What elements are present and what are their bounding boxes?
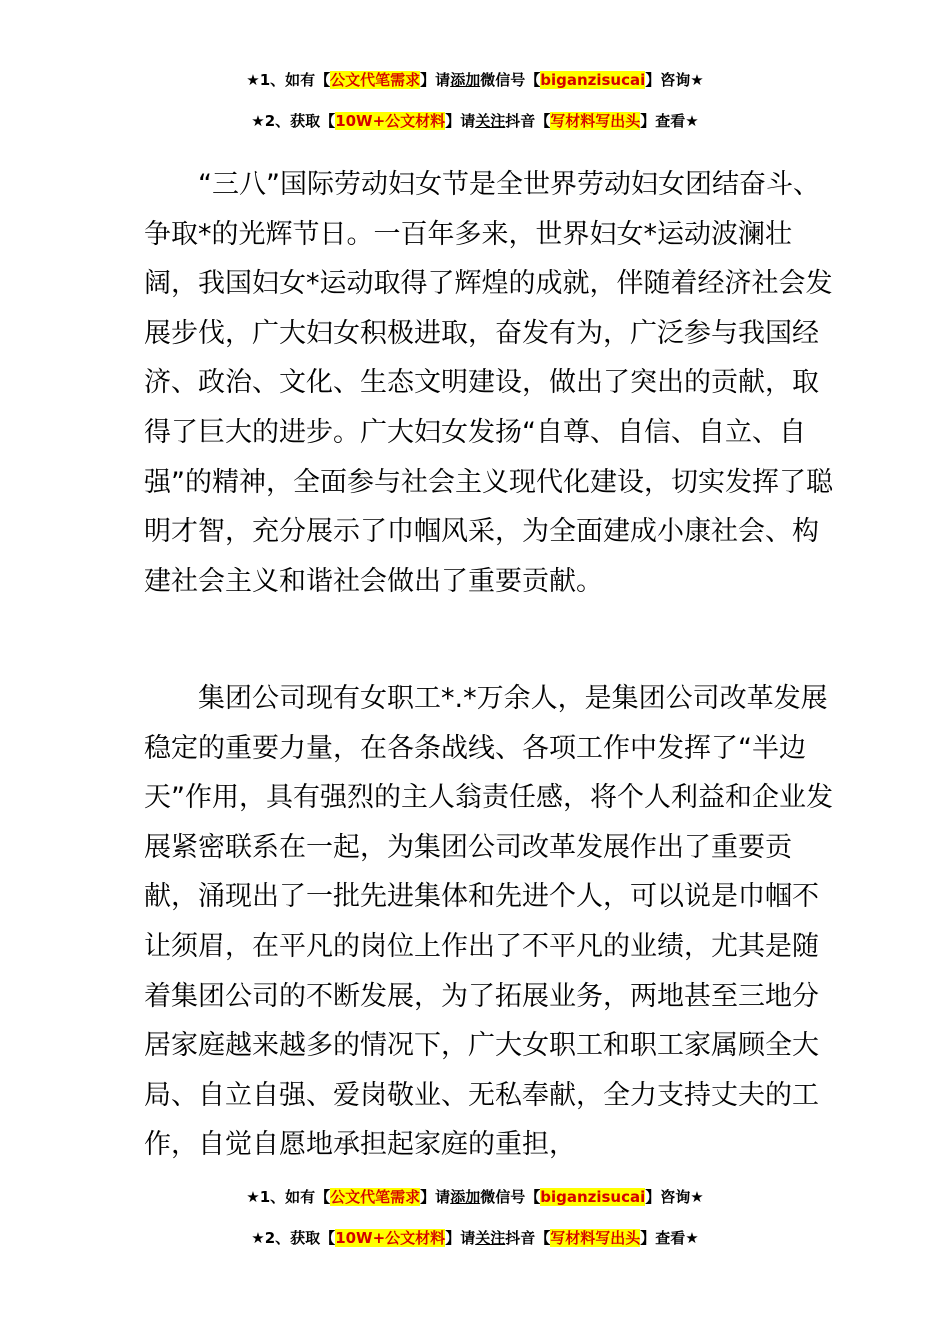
highlight-douyin-account: 写材料写出头 [550, 1229, 641, 1247]
banner-prefix: ★1、如有【 [246, 1188, 331, 1206]
banner-text: 】请 [420, 1188, 451, 1206]
highlight-materials: 10W+公文材料 [335, 112, 446, 130]
banner-text: 】请 [420, 71, 451, 89]
banner-text: 】请 [445, 112, 476, 130]
banner-text: 抖音【 [505, 1229, 551, 1247]
banner-prefix: ★2、获取【 [251, 112, 336, 130]
banner-suffix: 】查看★ [640, 1229, 699, 1247]
banner-prefix: ★2、获取【 [251, 1229, 336, 1247]
banner-text: 微信号【 [480, 71, 541, 89]
underlined-action: 添加 [450, 71, 481, 89]
banner-prefix: ★1、如有【 [246, 71, 331, 89]
highlight-wechat-id: biganzisucai [540, 1188, 646, 1206]
header-banner-line-2 [0, 111, 950, 131]
highlight-materials: 10W+公文材料 [335, 1229, 446, 1247]
banner-suffix: 】查看★ [640, 112, 699, 130]
paragraph-womens-day: “三八”国际劳动妇女节是全世界劳动妇女团结奋斗、争取*的光辉节日。一百年多来，世界妇女*运动波澜壮阔，我国妇女*运动取得了辉煌的成就，伴随着经济社会发展步伐，广大妇女积极进取，奋发有为，广泛参与我国经济、政治、文化、生态文明建设，做出了突出的贡献，取得了巨大的进步。广大妇女发扬“自尊、自信、自立、自强”的精神，全面参与社会主义现代化建设，切实发挥了聪明才智，充分展示了巾帼风采，为全面建成小康社会、构建社会主义和谐社会做出了重要贡献。 [144, 169, 833, 597]
highlight-wechat-id: biganzisucai [540, 71, 646, 89]
banner-text: 微信号【 [480, 1188, 541, 1206]
banner-text: 抖音【 [505, 112, 551, 130]
header-banner-line-1 [0, 70, 950, 90]
underlined-action: 添加 [450, 1188, 481, 1206]
paragraph-female-employees: 集团公司现有女职工*.*万余人，是集团公司改革发展稳定的重要力量，在各条战线、各项工作中发挥了“半边天”作用，具有强烈的主人翁责任感，将个人利益和企业发展紧密联系在一起，为集团公司改革发展作出了重要贡献，涌现出了一批先进集体和先进个人，可以说是巾帼不让须眉，在平凡的岗位上作出了不平凡的业绩，尤其是随着集团公司的不断发展，为了拓展业务，两地甚至三地分居家庭越来越多的情况下，广大女职工和职工家属顾全大局、自立自强、爱岗敬业、无私奉献，全力支持丈夫的工作，自觉自愿地承担起家庭的重担， [144, 683, 833, 1161]
footer-banner-line-2 [0, 1228, 950, 1248]
banner-text: 】请 [445, 1229, 476, 1247]
footer-banner-line-1 [0, 1187, 950, 1207]
highlight-service: 公文代笔需求 [330, 71, 421, 89]
banner-suffix: 】咨询★ [645, 1188, 704, 1206]
underlined-action: 关注 [475, 1229, 506, 1247]
highlight-service: 公文代笔需求 [330, 1188, 421, 1206]
underlined-action: 关注 [475, 112, 506, 130]
banner-suffix: 】咨询★ [645, 71, 704, 89]
highlight-douyin-account: 写材料写出头 [550, 112, 641, 130]
